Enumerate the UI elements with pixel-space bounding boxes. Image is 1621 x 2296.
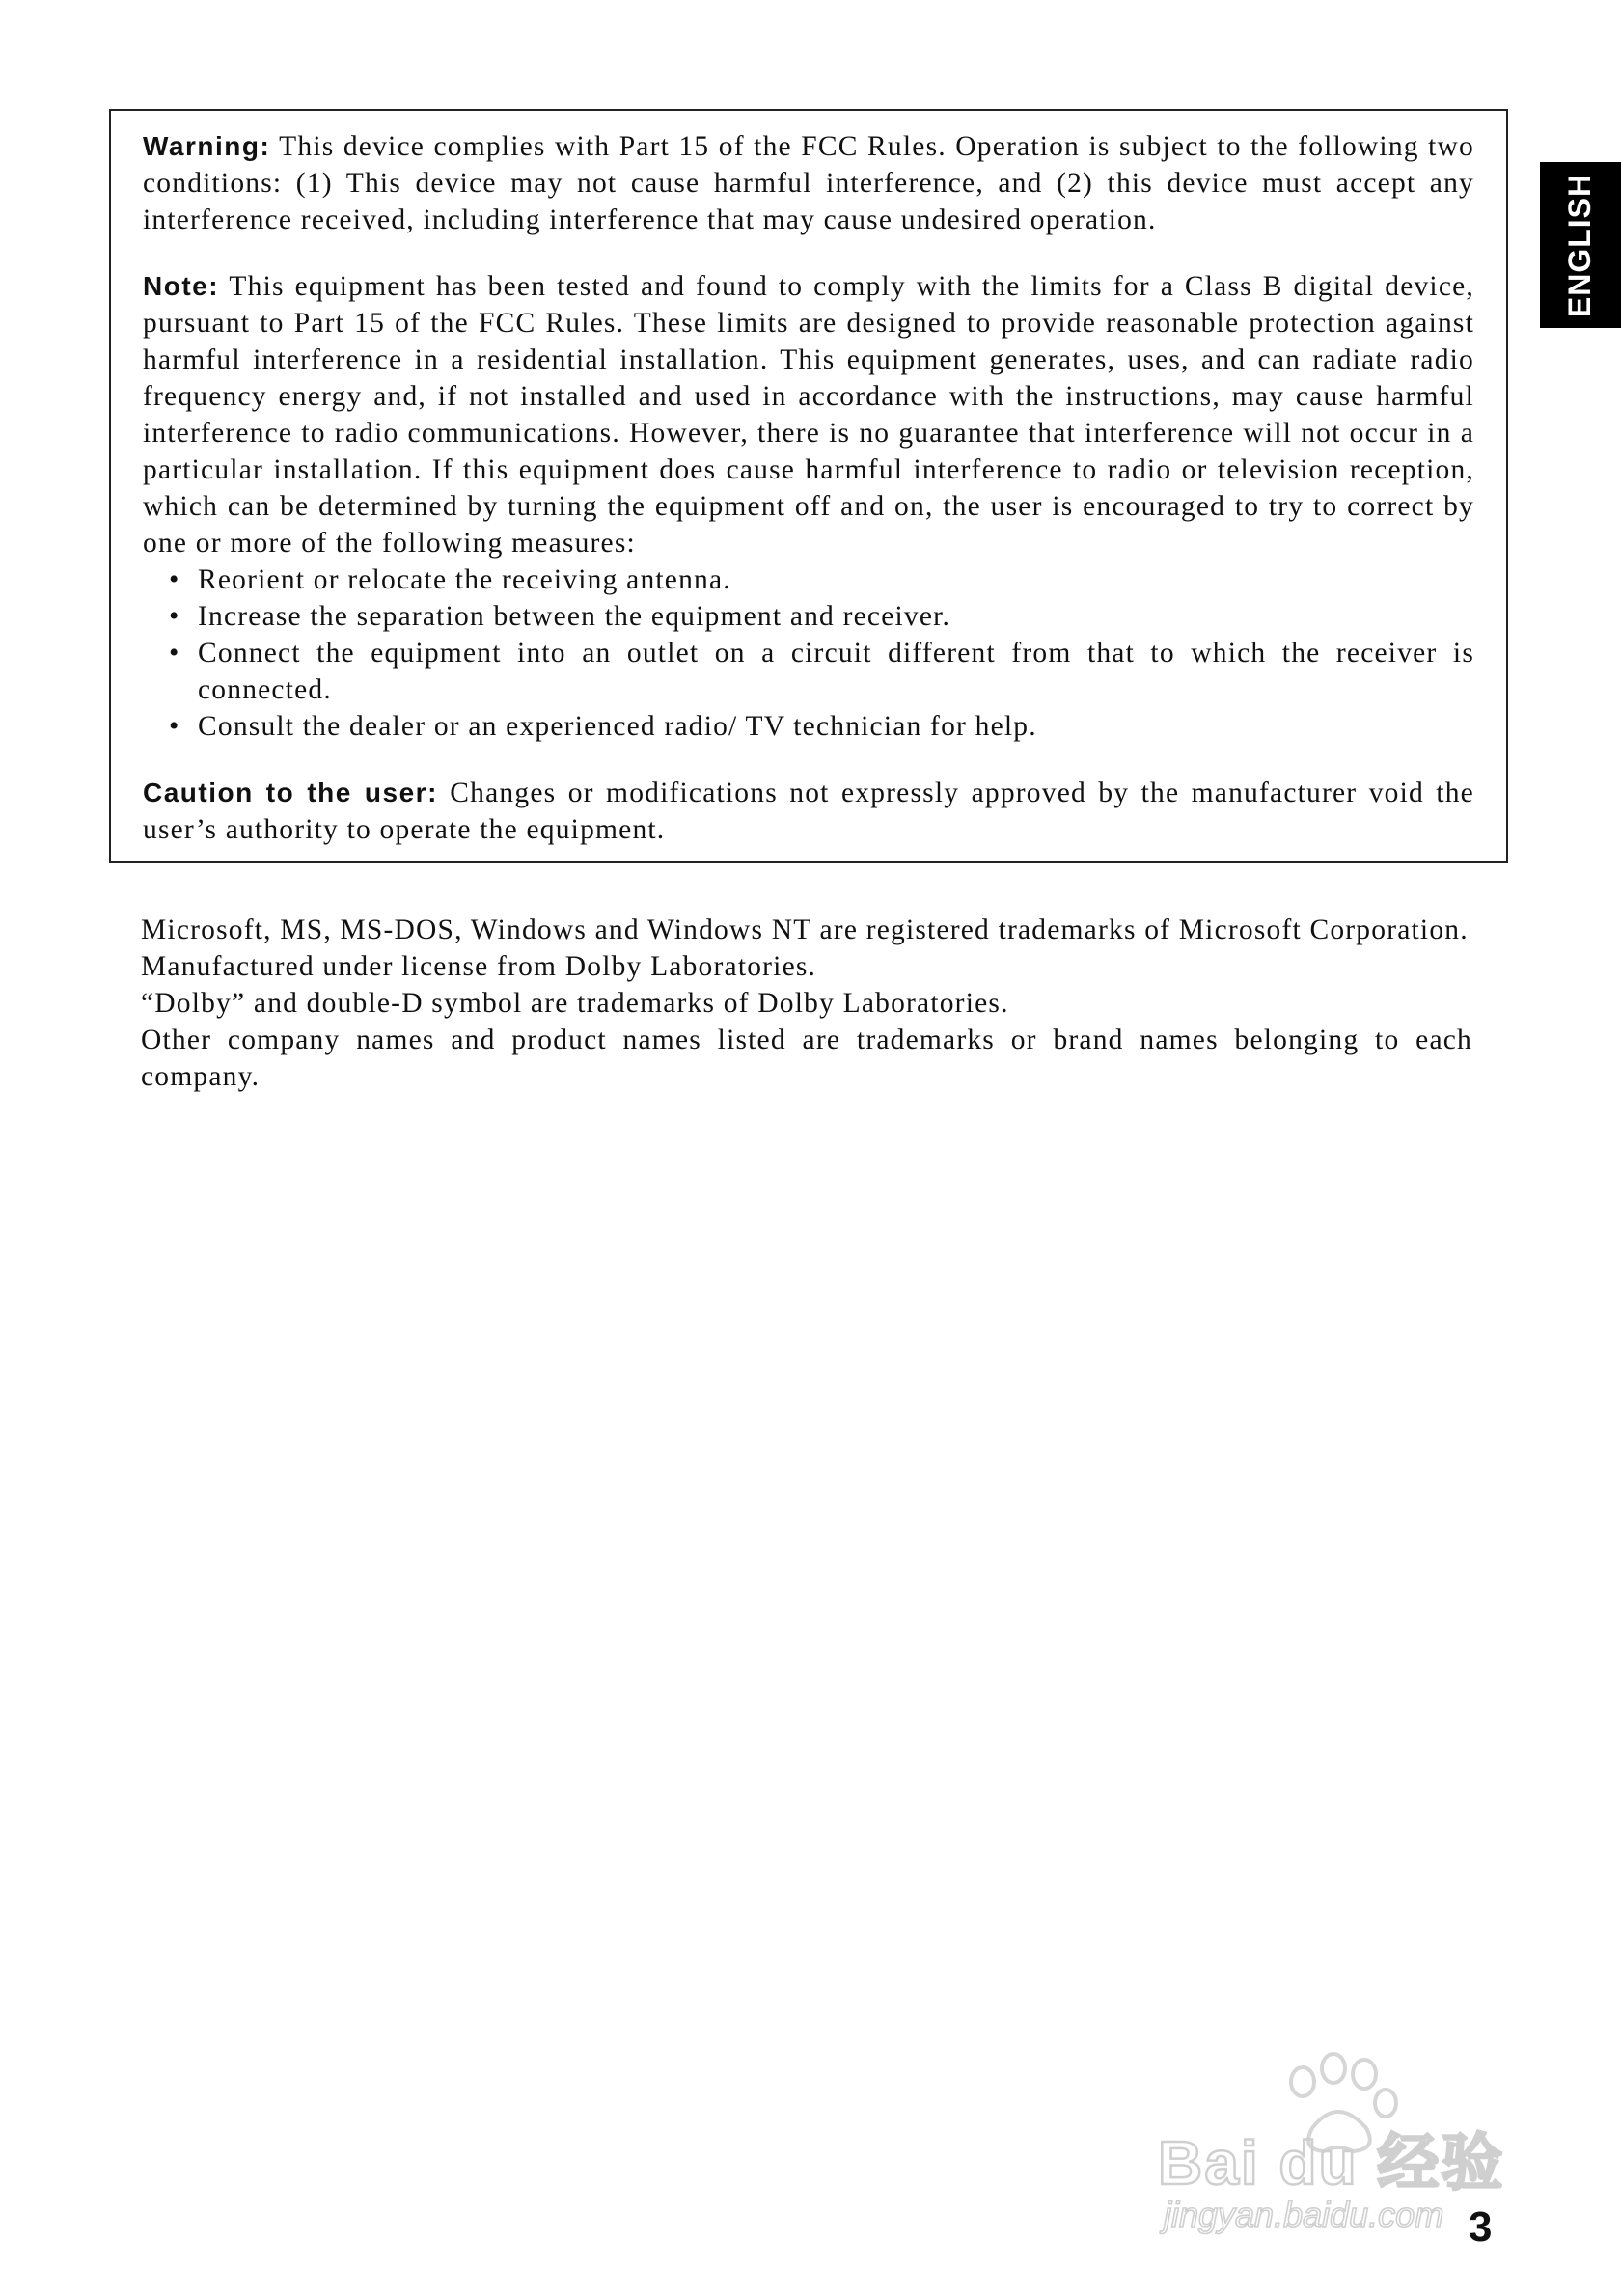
watermark-url: jingyan.baidu.com bbox=[1164, 2195, 1444, 2234]
list-item: • Increase the separation between the equipment and receiver. bbox=[143, 598, 1474, 635]
list-item: • Connect the equipment into an outlet on a circuit different from that to which the receiver is connected. bbox=[143, 635, 1474, 708]
warning-paragraph bbox=[143, 128, 1474, 238]
note-section bbox=[143, 268, 1474, 745]
note-text: This equipment has been tested and found to comply with the limits for a Class B digital device, pursuant to Part 15 of the FCC Rules. These limits are designed to provide reasonable protection against harmful interference in a residential installation. This equipment generates, uses, and can radiate radio frequency energy and, if not installed and used in accordance with the instructions, may cause harmful interference to radio communications. However, there is no guarantee that interference will not occur in a particular installation. If this equipment does cause harmful interference to radio or television reception, which can be determined by turning the equipment off and on, the user is encouraged to try to correct by one or more of the following measures: bbox=[143, 271, 1474, 559]
list-item: • Consult the dealer or an experienced radio/ TV technician for help. bbox=[143, 708, 1474, 745]
bullet-icon: • bbox=[169, 711, 180, 742]
trademark-notices bbox=[141, 912, 1472, 1095]
caution-paragraph bbox=[143, 775, 1474, 848]
trademark-line: Microsoft, MS, MS-DOS, Windows and Windows NT are registered trademarks of Microsoft Corporation. bbox=[141, 915, 1469, 945]
measures-list bbox=[143, 561, 1474, 745]
trademark-line: Manufactured under license from Dolby Laboratories. bbox=[141, 951, 817, 982]
watermark-brand: Bai du 经验 bbox=[1158, 2128, 1505, 2198]
page-number: 3 bbox=[1469, 2203, 1493, 2251]
trademark-line: “Dolby” and double-D symbol are trademarks of Dolby Laboratories. bbox=[141, 988, 1009, 1019]
bullet-icon: • bbox=[169, 564, 180, 595]
language-tab-label: ENGLISH bbox=[1562, 173, 1598, 317]
caution-text: Changes or modifications not expressly approved by the manufacturer void the user’s authority to operate the equipment. bbox=[143, 778, 1474, 845]
warning-text: This device complies with Part 15 of the FCC Rules. Operation is subject to the following two conditions: (1) This device may not cause harmful interference, and (2) this device must accept any interference received, including interference that may cause undesired operation. bbox=[143, 131, 1474, 235]
note-label: Note: bbox=[143, 271, 220, 301]
note-paragraph bbox=[143, 268, 1474, 561]
caution-label: Caution to the user: bbox=[143, 778, 438, 807]
warning-label: Warning: bbox=[143, 131, 271, 161]
language-tab bbox=[1540, 162, 1621, 328]
list-item: • Reorient or relocate the receiving antenna. bbox=[143, 561, 1474, 598]
trademark-line: Other company names and product names listed are trademarks or brand names belonging to each company. bbox=[141, 1025, 1472, 1092]
bullet-icon: • bbox=[169, 601, 180, 632]
bullet-icon: • bbox=[169, 638, 180, 669]
fcc-notice-box bbox=[109, 109, 1508, 863]
